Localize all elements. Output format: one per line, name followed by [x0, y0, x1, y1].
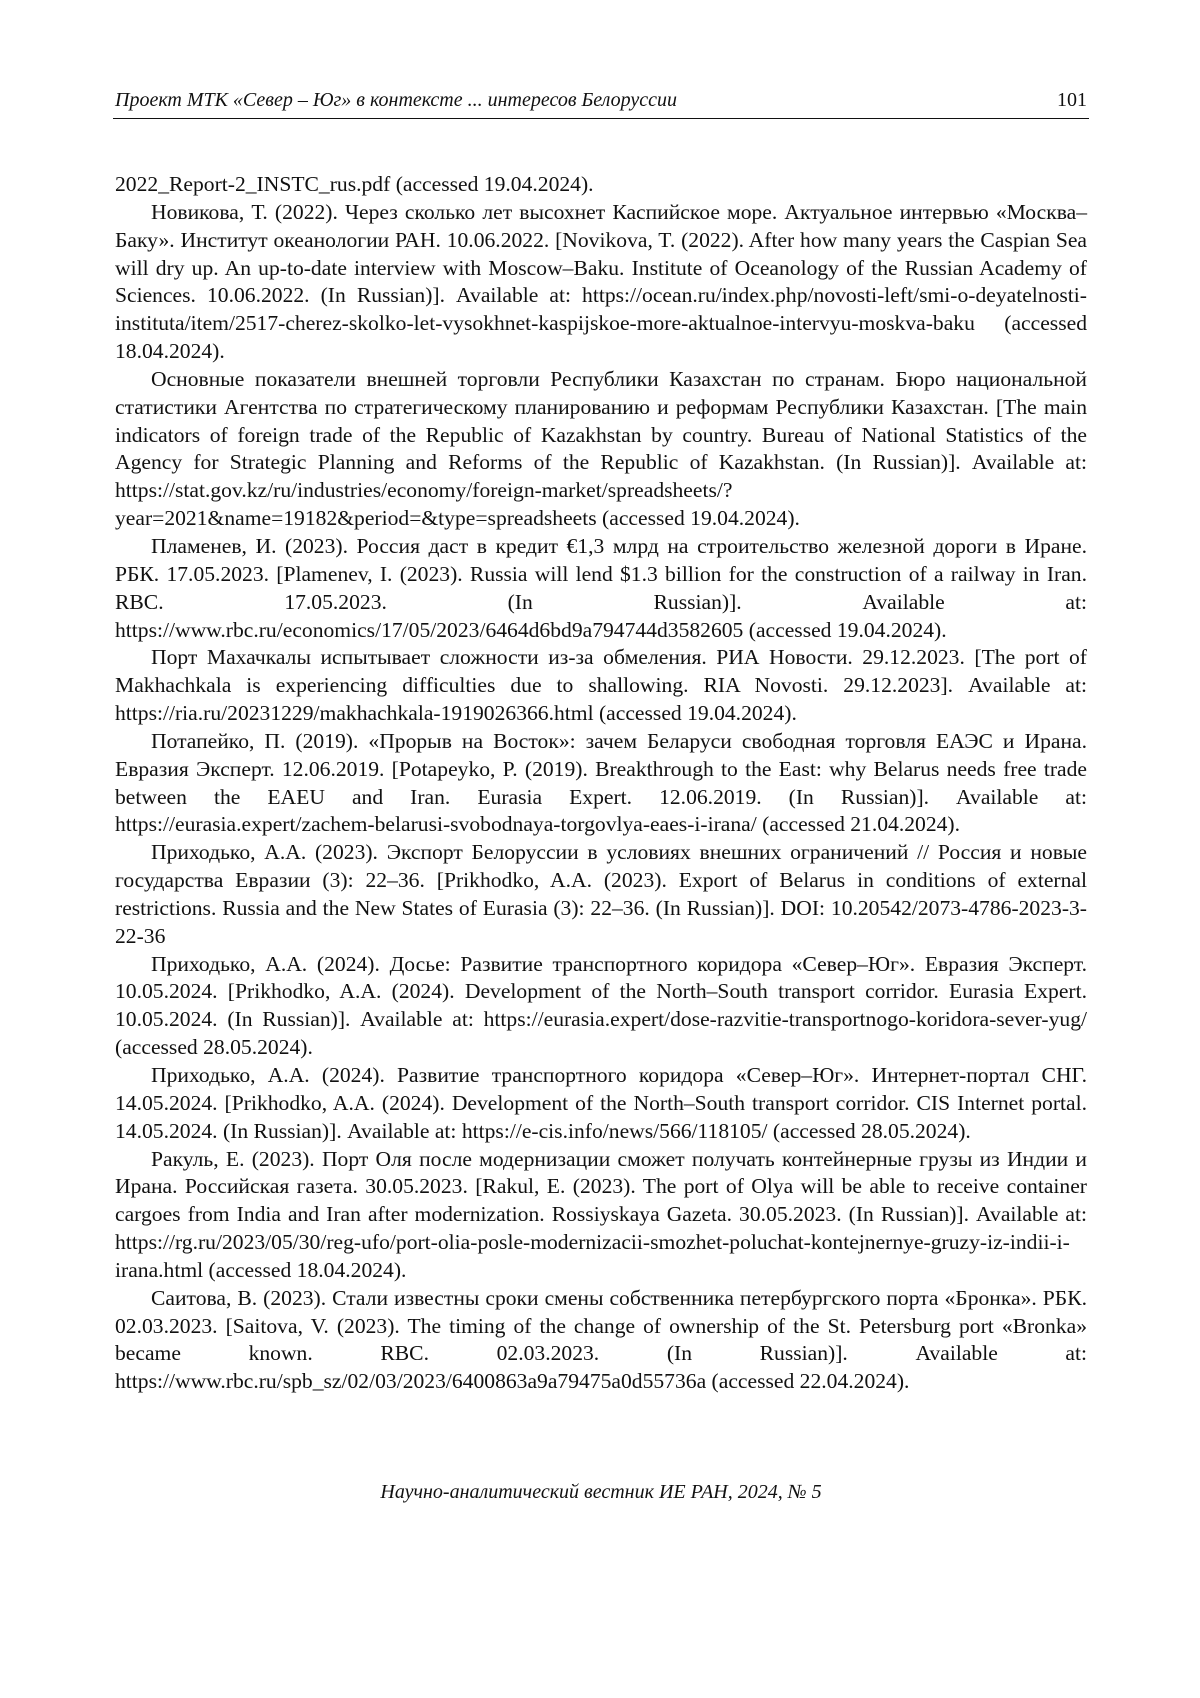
reference-entry: Ракуль, Е. (2023). Порт Оля после модернизации сможет получать контейнерные грузы из Индии и Ирана. Российская газета. 30.05.2023. [Rakul, E. (2023). The port of Olya will be able to receive container cargoes from India and Iran after modernization. Rossiyskaya Gazeta. 30.05.2023. (In Russian)]. Available at: https://rg.ru/2023/05/30/reg-ufo/port-olia-posle-modernizacii-smozhet-poluchat-kontejnernye-gruzy-iz-indii-i-irana.html (accessed 18.04.2024). [115, 1146, 1087, 1282]
reference-entry: Порт Махачкалы испытывает сложности из-за обмеления. РИА Новости. 29.12.2023. [The port of Makhachkala is experiencing difficulties due to shallowing. RIA Novosti. 29.12.2023]. Available at: https://ria.ru/20231229/makhachkala-1919026366.html (accessed 19.04.2024). [115, 645, 1087, 726]
reference-entry: Приходько, А.А. (2024). Досье: Развитие транспортного коридора «Север–Юг». Евразия Эксперт. 10.05.2024. [Prikhodko, A.A. (2024). Development of the North–South transport corridor. Eurasia Expert. 10.05.2024. (In Russian)]. Available at: https://eurasia.expert/dose-razvitie-transportnogo-koridora-sever-yug/ (accessed 28.05.2024). [115, 951, 1087, 1060]
reference-entry: Основные показатели внешней торговли Республики Казахстан по странам. Бюро национальной статистики Агентства по стратегическому планированию и реформам Республики Казахстан. [The main indicators of foreign trade of the Republic of Kazakhstan by country. Bureau of National Statistics of the Agency for Strategic Planning and Reforms of the Republic of Kazakhstan. (In Russian)]. Available at: https://stat.gov.kz/ru/industries/economy/foreign-market/spreadsheets/?year=2021&name=19182&period=&type=spreadsheets (accessed 19.04.2024). [115, 366, 1087, 531]
reference-entry: Пламенев, И. (2023). Россия даст в кредит €1,3 млрд на строительство железной дороги в Иране. РБК. 17.05.2023. [Plamenev, I. (2023). Russia will lend $1.3 billion for the construction of a railway in Iran. RBC. 17.05.2023. (In Russian)]. Available at: https://www.rbc.ru/economics/17/05/2023/6464d6bd9a794744d3582605 (accessed 19.04.2024). [115, 533, 1087, 642]
references-list [115, 171, 1087, 1396]
reference-entry: 2022_Report-2_INSTC_rus.pdf (accessed 19.04.2024). [115, 172, 594, 196]
reference-entry: Потапейко, П. (2019). «Прорыв на Восток»: зачем Беларуси свободная торговля ЕАЭС и Ирана. Евразия Эксперт. 12.06.2019. [Potapeyko, P. (2019). Breakthrough to the East: why Belarus needs free trade between the EAEU and Iran. Eurasia Expert. 12.06.2019. (In Russian)]. Available at: https://eurasia.expert/zachem-belarusi-svobodnaya-torgovlya-eaes-i-irana/ (accessed 21.04.2024). [115, 728, 1087, 837]
reference-entry: Новикова, Т. (2022). Через сколько лет высохнет Каспийское море. Актуальное интервью «Москва–Баку». Институт океанологии РАН. 10.06.2022. [Novikova, T. (2022). After how many years the Caspian Sea will dry up. An up-to-date interview with Moscow–Baku. Institute of Oceanology of the Russian Academy of Sciences. 10.06.2022. (In Russian)]. Available at: https://ocean.ru/index.php/novosti-left/smi-o-deyatelnosti-instituta/item/2517-cherez-skolko-let-vysokhnet-kaspijskoe-more-aktualnoe-intervyu-moskva-baku (accessed 18.04.2024). [115, 199, 1087, 364]
running-header [113, 86, 1089, 119]
reference-entry: Приходько, А.А. (2023). Экспорт Белоруссии в условиях внешних ограничений // Россия и новые государства Евразии (3): 22–36. [Prikhodko, A.A. (2023). Export of Belarus in conditions of external restrictions. Russia and the New States of Eurasia (3): 22–36. (In Russian)]. DOI: 10.20542/2073-4786-2023-3-22-36 [115, 840, 1087, 948]
reference-entry: Саитова, В. (2023). Стали известны сроки смены собственника петербургского порта «Бронка». РБК. 02.03.2023. [Saitova, V. (2023). The timing of the change of ownership of the St. Petersburg port «Bronka» became known. RBC. 02.03.2023. (In Russian)]. Available at: https://www.rbc.ru/spb_sz/02/03/2023/6400863a9a79475a0d55736a (accessed 22.04.2024). [115, 1285, 1087, 1394]
running-header-title: Проект МТК «Север – Юг» в контексте ... интересов Белоруссии [115, 89, 678, 111]
page-number: 101 [1057, 89, 1087, 111]
reference-entry: Приходько, А.А. (2024). Развитие транспортного коридора «Север–Юг». Интернет-портал СНГ. 14.05.2024. [Prikhodko, A.A. (2024). Development of the North–South transport corridor. CIS Internet portal. 14.05.2024. (In Russian)]. Available at: https://e-cis.info/news/566/118105/ (accessed 28.05.2024). [115, 1063, 1087, 1143]
journal-footer: Научно-аналитический вестник ИЕ РАН, 2024, № 5 [380, 1481, 822, 1503]
